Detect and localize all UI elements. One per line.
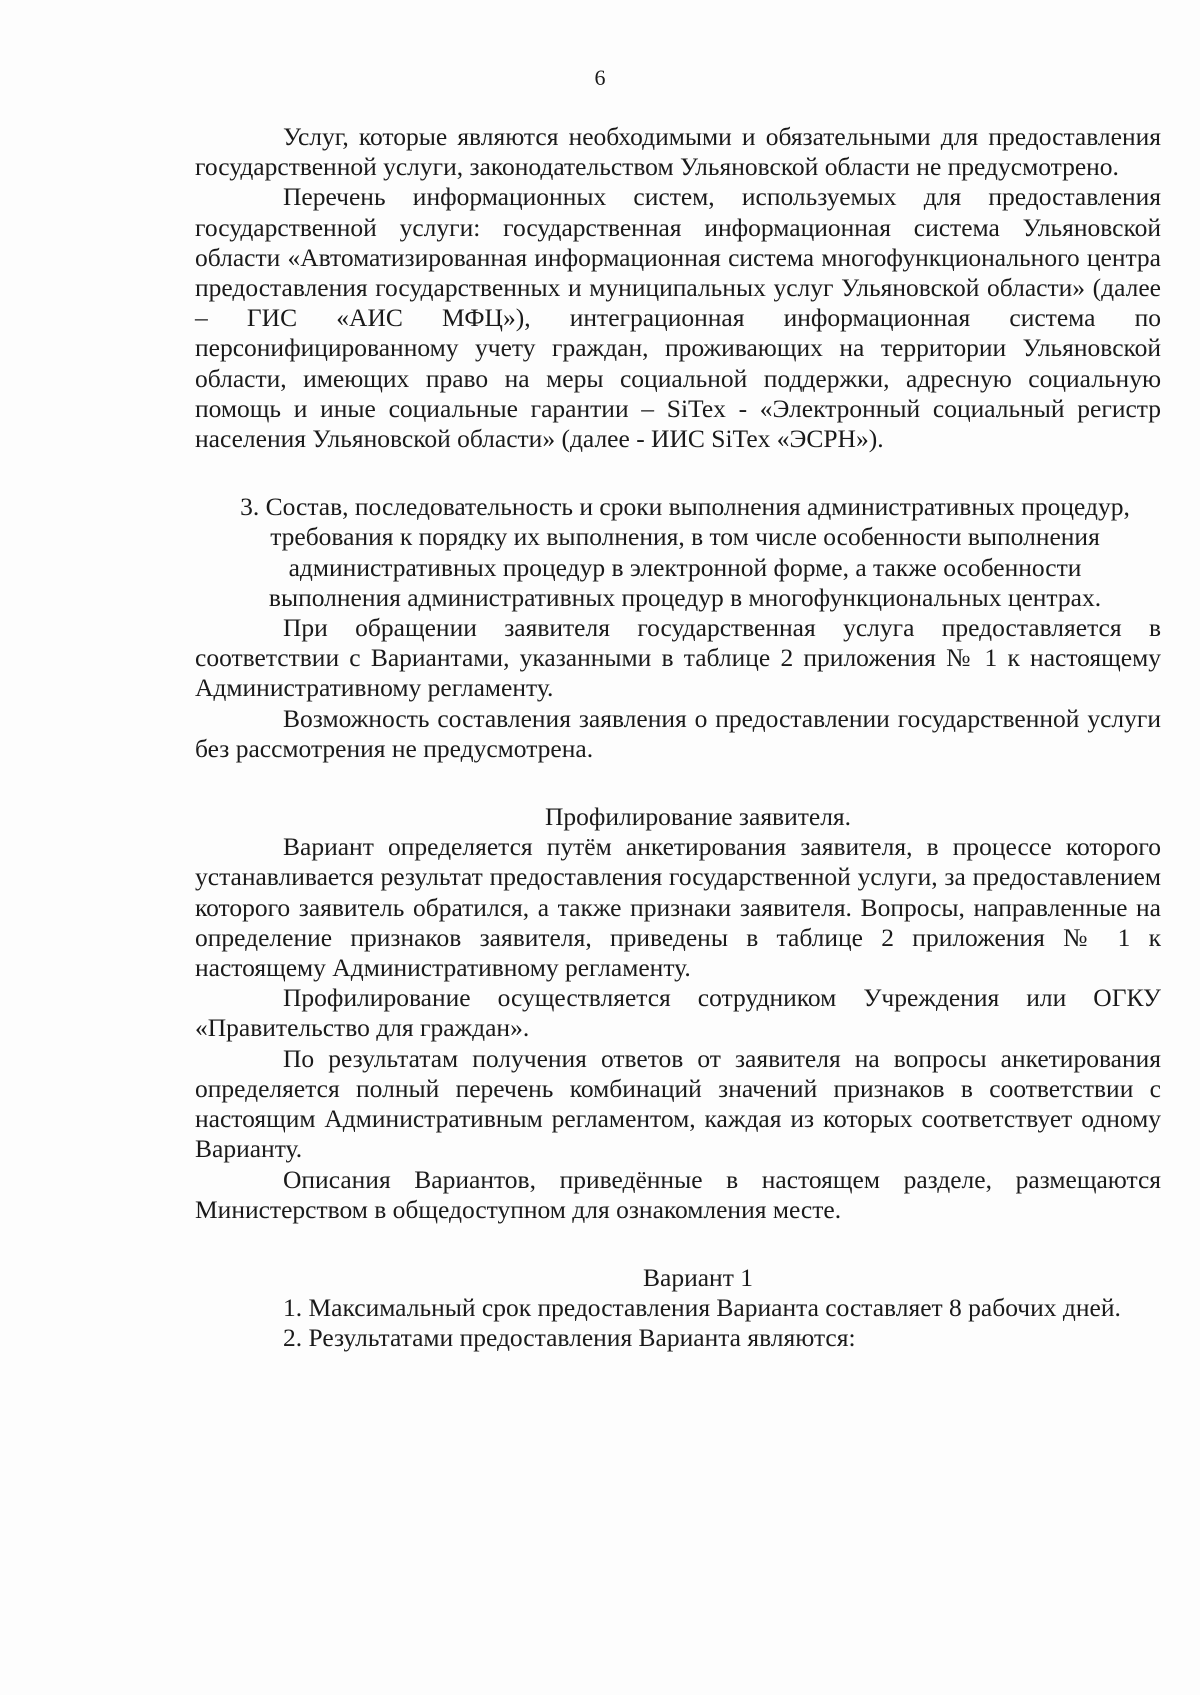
paragraph: 1. Максимальный срок предоставления Варианта составляет 8 рабочих дней. [283,1293,1121,1323]
paragraph: При обращении заявителя государственная услуга предоставляется в соответствии с Вариантами, указанными в таблице 2 приложения № 1 к настоящему Административному регламенту. [195,613,1161,703]
paragraph: Перечень информационных систем, используемых для предоставления государственной услуги: государственная информационная система Ульяновской области «Автоматизированная информационная система многофункционального центра предоставления государственных и муниципальных услуг Ульяновской области» (далее – ГИС «АИС МФЦ»), интеграционная информационная система по персонифицированному учету граждан, проживающих на территории Ульяновской области, имеющих право на меры социальной поддержки, адресную социальную помощь и иные социальные гарантии – SiTex - «Электронный социальный регистр населения Ульяновской области» (далее - ИИС SiTex «ЭСРН»). [195,182,1161,454]
paragraph: Описания Вариантов, приведённые в настоящем разделе, размещаются Министерством в общедоступном для ознакомления месте. [195,1164,1161,1224]
variant-heading: Вариант 1 [643,1262,753,1292]
paragraph: 2. Результатами предоставления Варианта являются: [283,1323,856,1353]
page-number: 6 [594,65,606,90]
paragraph: Профилирование осуществляется сотрудником Учреждения или ОГКУ «Правительство для граждан». [195,983,1161,1043]
paragraph: По результатам получения ответов от заявителя на вопросы анкетирования определяется полный перечень комбинаций значений признаков в соответствии с настоящим Административным регламентом, каждая из которых соответствует одному Варианту. [195,1043,1161,1164]
document-body [195,122,1161,1354]
paragraph: Услуг, которые являются необходимыми и обязательными для предоставления государственной услуги, законодательством Ульяновской области не предусмотрено. [195,122,1161,182]
paragraph: Возможность составления заявления о предоставлении государственной услуги без рассмотрения не предусмотрена. [195,703,1161,763]
paragraph: Вариант определяется путём анкетирования заявителя, в процессе которого устанавливается результат предоставления государственной услуги, за предоставлением которого заявитель обратился, а также признаки заявителя. Вопросы, направленные на определение признаков заявителя, приведены в таблице 2 приложения № 1 к настоящему Административному регламенту. [195,832,1161,983]
subsection-heading: Профилирование заявителя. [544,802,852,832]
section-heading: 3. Состав, последовательность и сроки выполнения административных процедур, требования к порядку их выполнения, в том числе особенности выполнения административных процедур в электронной форме, а также особенности выполнения административных процедур в многофункциональных центрах. [240,492,1130,612]
